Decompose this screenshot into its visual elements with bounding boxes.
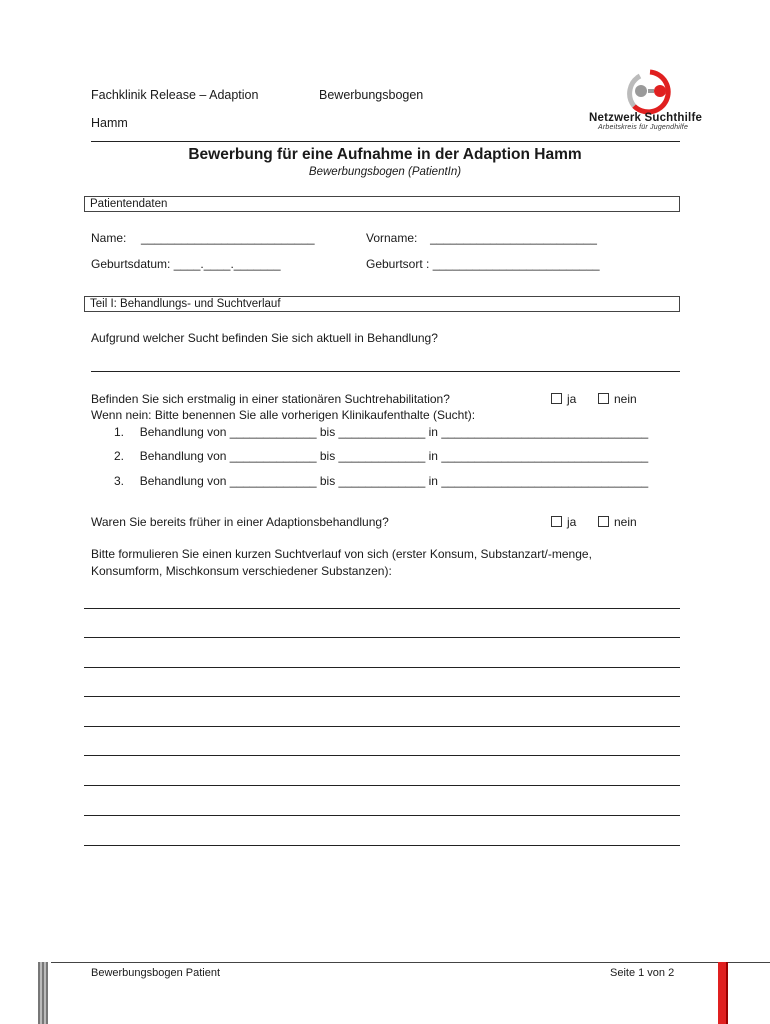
treatment-row-1[interactable] <box>114 425 648 439</box>
name-field[interactable]: __________________________ <box>141 231 315 245</box>
writing-line[interactable] <box>84 785 680 786</box>
first-time-no-option[interactable] <box>598 392 637 406</box>
writing-line[interactable] <box>84 726 680 727</box>
checkbox-icon[interactable] <box>598 393 609 404</box>
header-rule <box>91 141 680 142</box>
treatment-row-2[interactable] <box>114 449 648 463</box>
writing-line[interactable] <box>84 637 680 638</box>
answer-line[interactable] <box>91 371 680 372</box>
option-label: nein <box>614 392 637 406</box>
birthdate-row <box>91 257 281 271</box>
section-label: Patientendaten <box>90 198 168 210</box>
treatment-text[interactable]: Behandlung von _____________ bis _____________ in _______________________________ <box>139 474 649 488</box>
writing-line[interactable] <box>84 696 680 697</box>
birthplace-label: Geburtsort : <box>366 257 430 271</box>
birthdate-label: Geburtsdatum: <box>91 257 171 271</box>
birthplace-row <box>366 257 600 271</box>
question-addiction: Aufgrund welcher Sucht befinden Sie sich aktuell in Behandlung? <box>91 331 438 345</box>
page-title: Bewerbung für eine Aufnahme in der Adaption Hamm <box>188 146 582 163</box>
question-history-line-1: Bitte formulieren Sie einen kurzen Suchtverlauf von sich (erster Konsum, Substanzart/-menge, <box>91 547 592 561</box>
footer-rule <box>51 962 770 963</box>
treatment-text[interactable]: Behandlung von _____________ bis _____________ in _______________________________ <box>139 449 649 463</box>
treatment-text[interactable]: Behandlung von _____________ bis _____________ in _______________________________ <box>139 425 649 439</box>
writing-line[interactable] <box>84 608 680 609</box>
birthplace-field[interactable]: _________________________ <box>432 257 600 271</box>
section-teil-1 <box>84 296 680 312</box>
logo-tagline: Arbeitskreis für Jugendhilfe <box>598 124 689 131</box>
list-number: 2. <box>114 449 125 463</box>
option-label: ja <box>567 515 577 529</box>
page-subtitle: Bewerbungsbogen (PatientIn) <box>308 166 462 178</box>
vorname-row <box>366 231 597 245</box>
section-patientendaten <box>84 196 680 212</box>
option-label: nein <box>614 515 637 529</box>
writing-line[interactable] <box>84 815 680 816</box>
writing-line[interactable] <box>84 845 680 846</box>
vorname-label: Vorname: <box>366 231 418 245</box>
checkbox-icon[interactable] <box>551 393 562 404</box>
writing-line[interactable] <box>84 667 680 668</box>
name-row <box>91 231 315 245</box>
writing-line[interactable] <box>84 755 680 756</box>
adaption-yes-option[interactable] <box>551 515 576 529</box>
treatment-row-3[interactable] <box>114 474 648 488</box>
clinic-city: Hamm <box>91 116 128 130</box>
first-time-yes-option[interactable] <box>551 392 576 406</box>
footer-right-bar <box>718 962 726 1024</box>
logo-name: Netzwerk Suchthilfe <box>589 112 703 124</box>
checkbox-icon[interactable] <box>598 516 609 527</box>
list-number: 3. <box>114 474 125 488</box>
section-label: Teil I: Behandlungs- und Suchtverlauf <box>90 298 281 310</box>
question-first-time: Befinden Sie sich erstmalig in einer stationären Suchtrehabilitation? <box>91 392 450 406</box>
checkbox-icon[interactable] <box>551 516 562 527</box>
footer-page-number: Seite 1 von 2 <box>610 967 675 979</box>
option-label: ja <box>567 392 577 406</box>
form-name: Bewerbungsbogen <box>319 88 424 102</box>
birthdate-field[interactable]: ____.____._______ <box>173 257 281 271</box>
footer-document-name: Bewerbungsbogen Patient <box>91 967 221 979</box>
footer-right-bar-shade <box>726 962 728 1024</box>
question-history-line-2: Konsumform, Mischkonsum verschiedener Substanzen): <box>91 564 392 578</box>
name-label: Name: <box>91 231 127 245</box>
if-no-instruction: Wenn nein: Bitte benennen Sie alle vorherigen Klinikaufenthalte (Sucht): <box>91 408 476 422</box>
vorname-field[interactable]: _________________________ <box>430 231 597 245</box>
clinic-name: Fachklinik Release – Adaption <box>91 88 259 102</box>
footer-left-bar <box>38 962 48 1024</box>
list-number: 1. <box>114 425 125 439</box>
adaption-no-option[interactable] <box>598 515 637 529</box>
question-adaption: Waren Sie bereits früher in einer Adaptionsbehandlung? <box>91 515 389 529</box>
